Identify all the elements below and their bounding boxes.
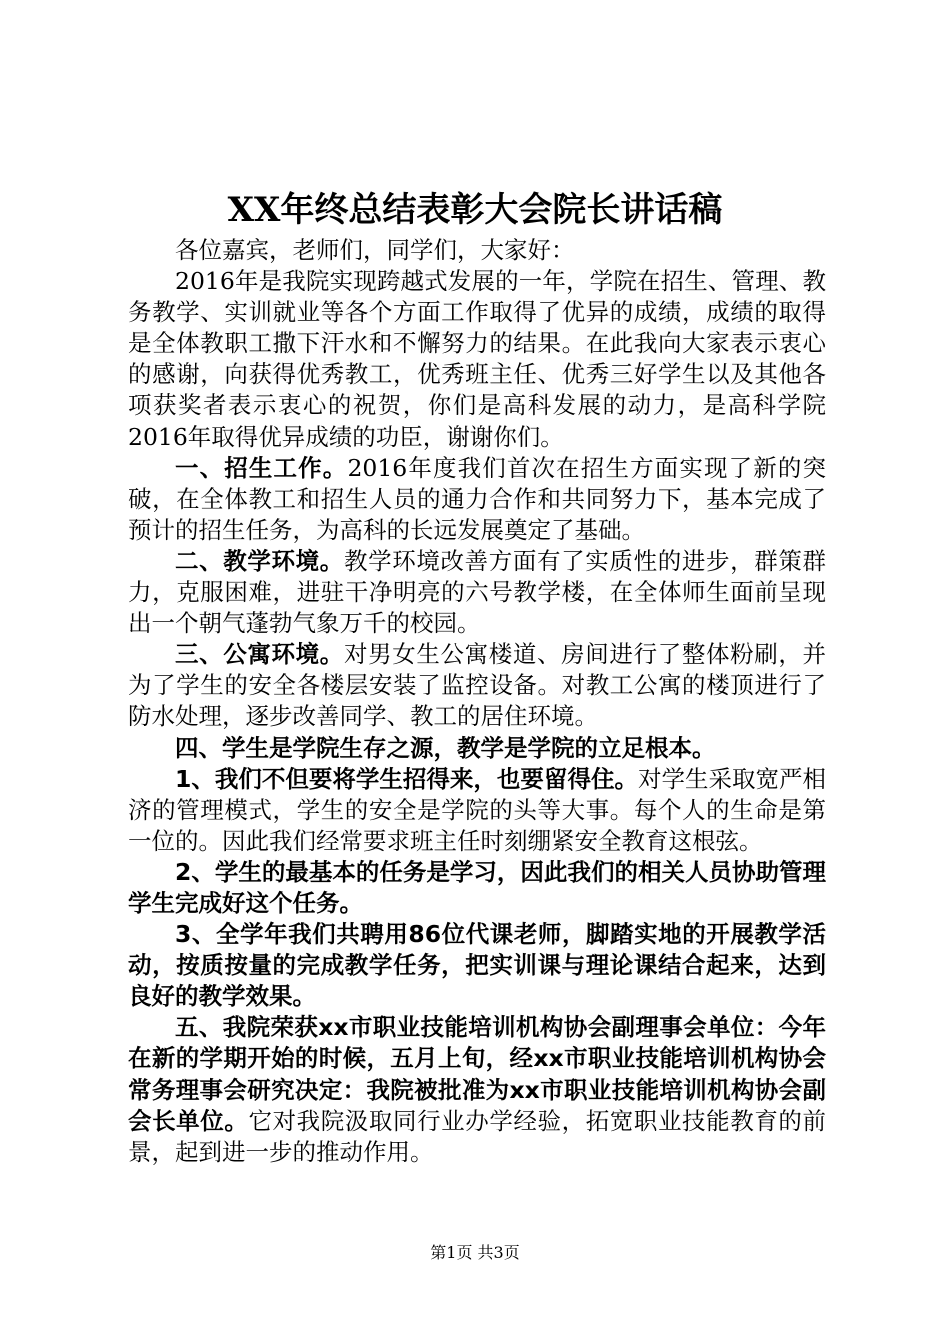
section-4-heading: 四、学生是学院生存之源，教学是学院的立足根本。 [175, 733, 716, 762]
intro-paragraph: 2016年是我院实现跨越式发展的一年，学院在招生、管理、教务教学、实训就业等各个方面工作取得了优异的成绩，成绩的取得是全体教职工撒下汗水和不懈努力的结果。在此我向大家表示衷心的感谢，向获得优秀教工，优秀班主任、优秀三好学生以及其他各项获奖者表示衷心的祝贺，你们是高科发展的动力，是高科学院2016年取得优异成绩的功臣，谢谢你们。 [128, 267, 826, 451]
section-5-heading: 五、我院荣获xx市职业技能培训机构协会副理事会单位：今年在新的学期开始的时候，五月上旬，经xx市职业技能培训机构协会常务理事会研究决定：我院被批准为xx市职业技能培训机构协会副会长单位。 [128, 1013, 826, 1135]
section-3-heading: 三、公寓环境。 [175, 640, 344, 669]
section-2-heading: 二、教学环境。 [175, 546, 344, 575]
section-5-paragraph [128, 1012, 826, 1167]
section-1-paragraph [128, 453, 826, 546]
page-number-footer: 第1页 共3页 [430, 1243, 520, 1262]
section-3-paragraph [128, 639, 826, 732]
section-1-heading: 一、招生工作。 [175, 453, 348, 482]
item-3-paragraph: 3、全学年我们共聘用86位代课老师，脚踏实地的开展教学活动，按质按量的完成教学任务，把实训课与理论课结合起来，达到良好的教学效果。 [128, 920, 826, 1011]
item-1-paragraph [128, 764, 826, 857]
document-body [128, 235, 826, 1168]
section-2-text: 教学环境改善方面有了实质性的进步，群策群力，克服困难，进驻干净明亮的六号教学楼，在全体师生面前呈现出一个朝气蓬勃气象万千的校园。 [128, 546, 827, 638]
item-2-paragraph: 2、学生的最基本的任务是学习，因此我们的相关人员协助管理学生完成好这个任务。 [128, 857, 826, 917]
document-title: XX年终总结表彰大会院长讲话稿 [227, 190, 723, 230]
section-5-text: 它对我院汲取同行业办学经验，拓宽职业技能教育的前景，起到进一步的推动作用。 [128, 1106, 827, 1166]
section-2-paragraph [128, 546, 826, 639]
item-1-heading: 1、我们不但要将学生招得来，也要留得住。 [175, 764, 638, 793]
section-3-text: 对男女生公寓楼道、房间进行了整体粉刷，并为了学生的安全各楼层安装了监控设备。对教工公寓的楼顶进行了防水处理，逐步改善同学、教工的居住环境。 [128, 640, 827, 731]
greeting-paragraph: 各位嘉宾，老师们，同学们，大家好： [175, 236, 575, 264]
section-1-text: 2016年度我们首次在招生方面实现了新的突破，在全体教工和招生人员的通力合作和共同努力下，基本完成了预计的招生任务，为高科的长远发展奠定了基础。 [128, 453, 827, 544]
item-1-text: 对学生采取宽严相济的管理模式，学生的安全是学院的头等大事。每个人的生命是第一位的。因此我们经常要求班主任时刻绷紧安全教育这根弦。 [128, 764, 827, 855]
